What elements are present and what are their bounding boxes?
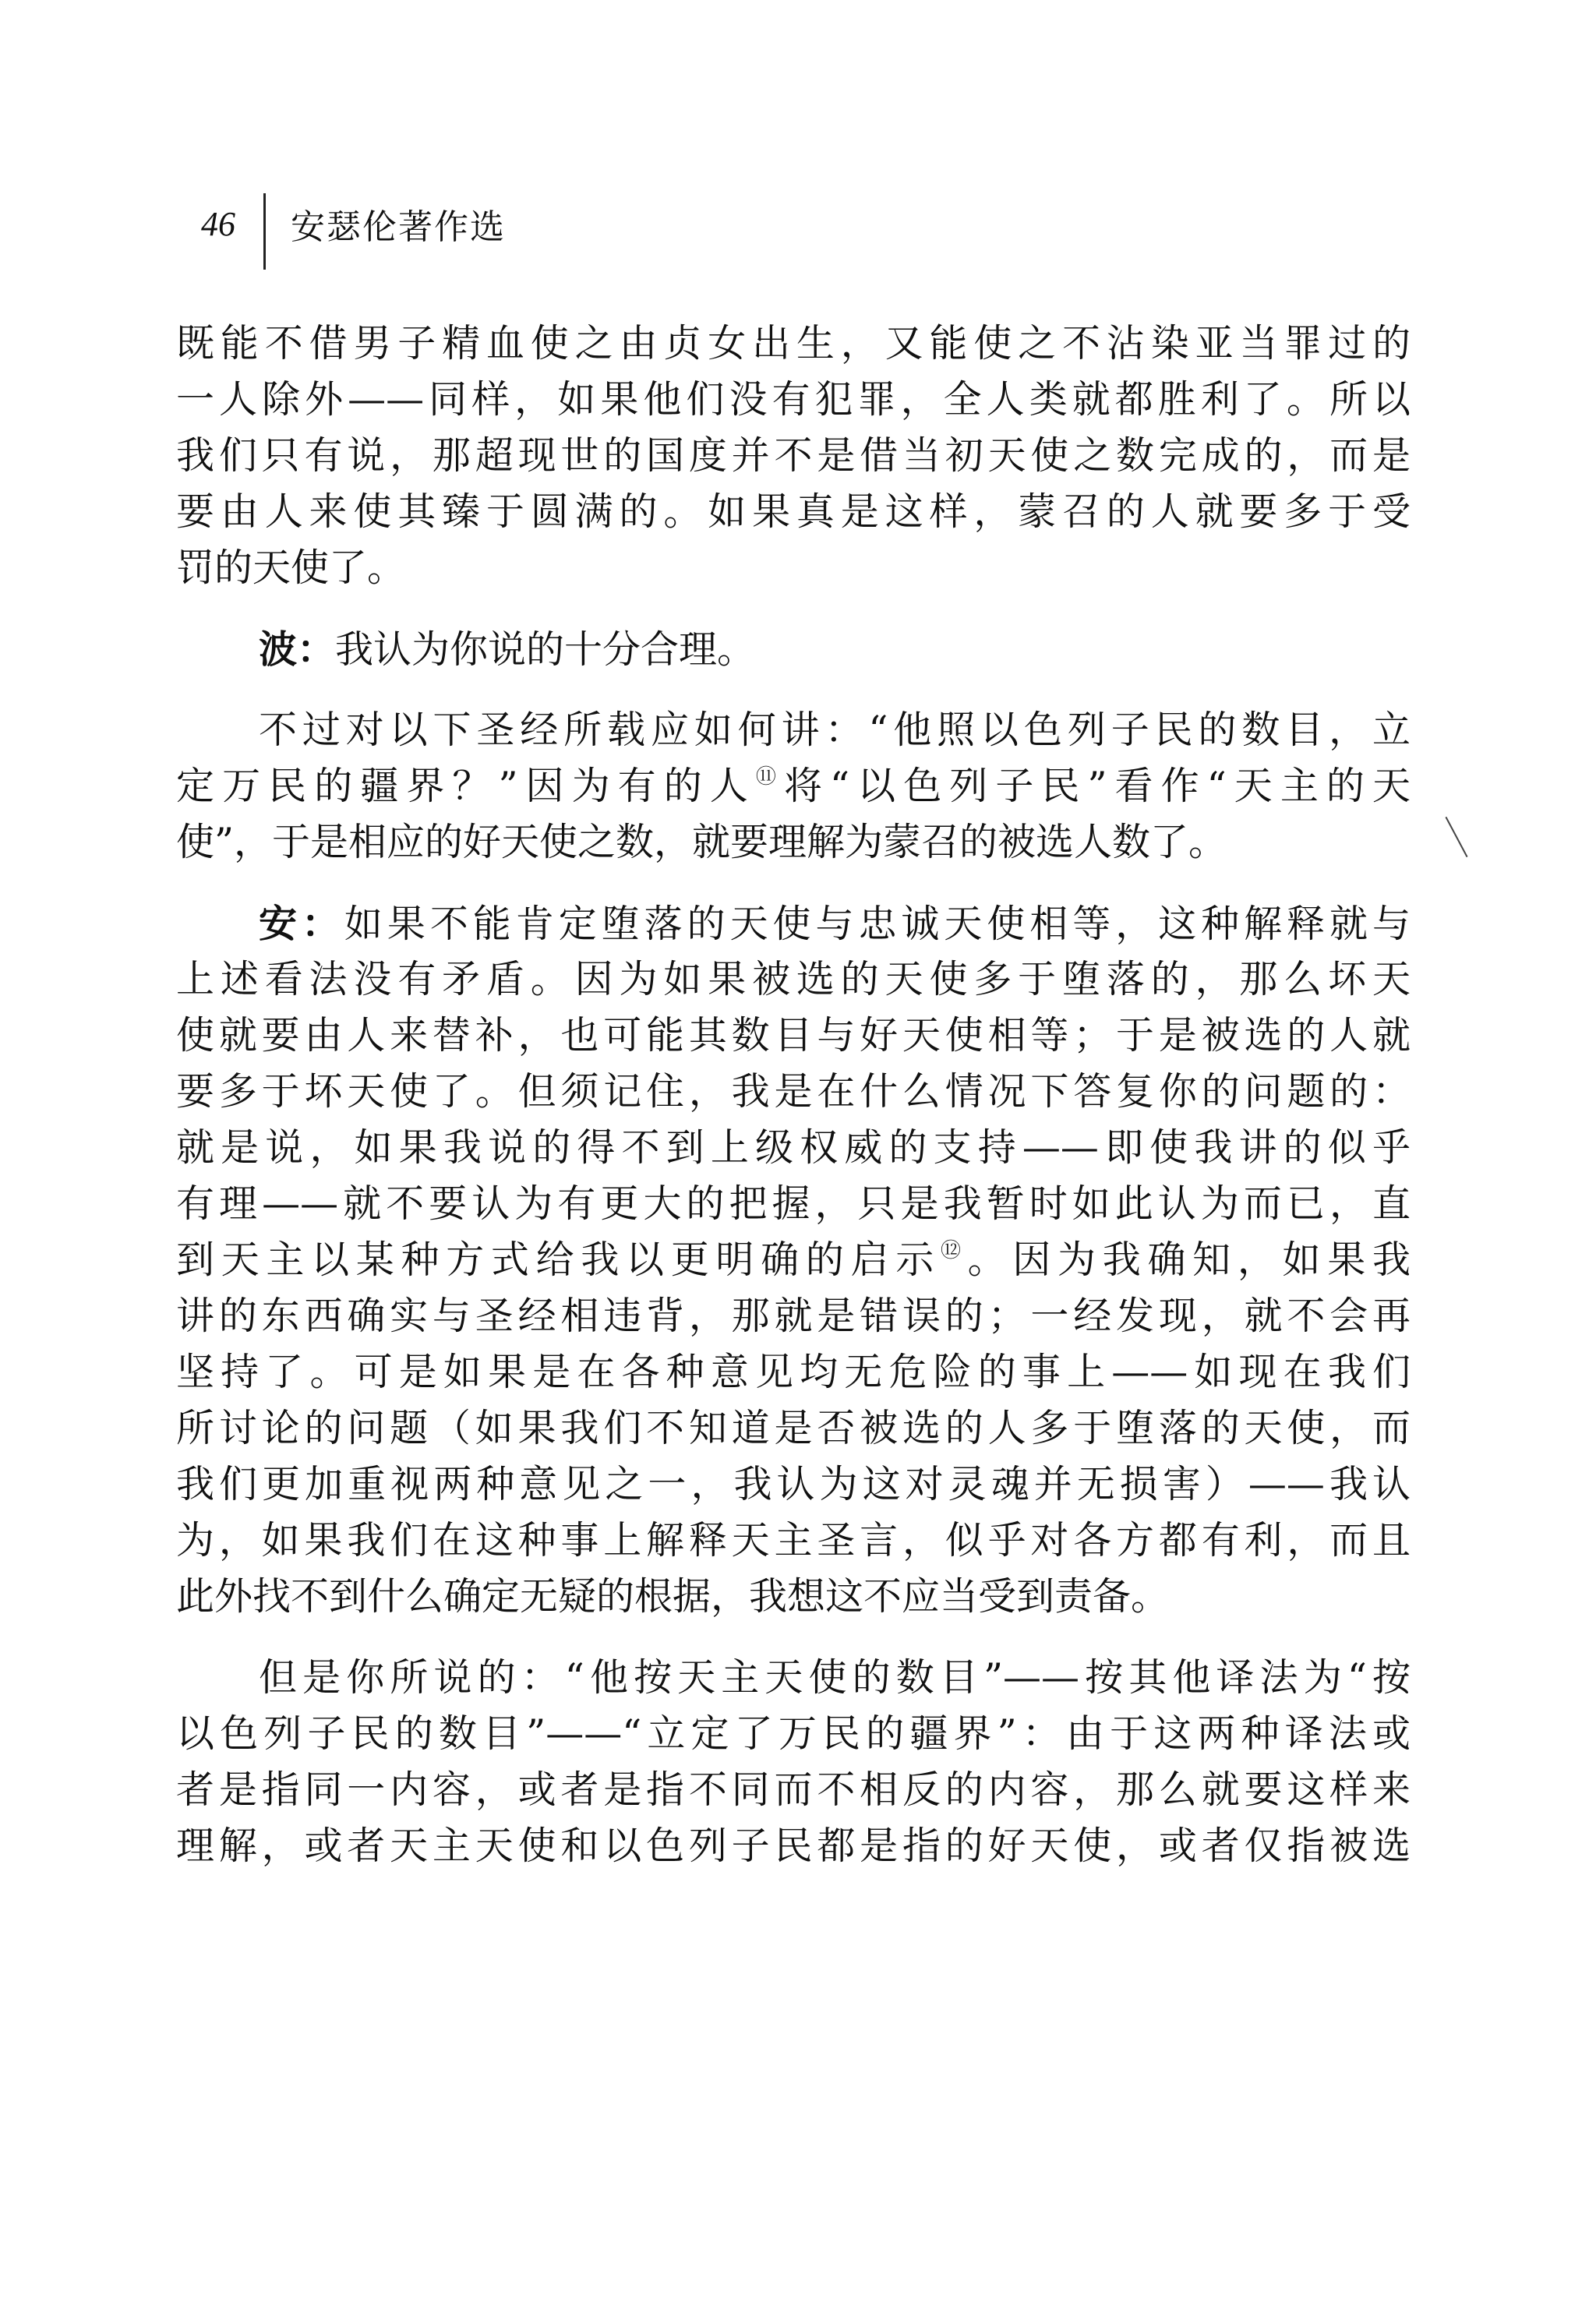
text-segment: 定万民的疆界？”因为有的人 [176,764,756,808]
header-divider [263,193,266,270]
speaker-label: 安： [259,901,344,946]
text-line: 要多于坏天使了。但须记住，我是在什么情况下答复你的问题的： [176,1069,1411,1114]
page-number: 46 [201,205,235,243]
text-line: 既能不借男子精血使之由贞女出生，又能使之不沾染亚当罪过的 [176,321,1411,365]
text-line: 此外找不到什么确定无疑的根据，我想这不应当受到责备。 [176,1574,1170,1619]
body-text [176,316,1411,1874]
text-line: 就是说，如果我说的得不到上级权威的支持——即使我讲的似乎 [176,1125,1411,1170]
text-line: 不过对以下圣经所载应如何讲：“他照以色列子民的数目，立 [259,708,1411,752]
page-header [201,193,506,271]
dialogue-line [176,621,1411,677]
text-line: 但是你所说的：“他按天主天使的数目”——按其他译法为“按 [259,1655,1411,1700]
running-title: 安瑟伦著作选 [291,207,506,247]
text-line: 使”，于是相应的好天使之数，就要理解为蒙召的被选人数了。 [176,820,1227,864]
text-line: 以色列子民的数目”——“立定了万民的疆界”：由于这两种译法或 [176,1711,1411,1756]
text-line: 为，如果我们在这种事上解释天主圣言，似乎对各方都有利，而且 [176,1518,1411,1563]
text-line [176,758,1411,814]
text-line: 一人除外——同样，如果他们没有犯罪，全人类就都胜利了。所以 [176,377,1411,422]
text-line: 有理——就不要认为有更大的把握，只是我暂时如此认为而已，直 [176,1181,1411,1226]
speaker-label: 波： [259,627,336,672]
text-line: 使就要由人来替补，也可能其数目与好天使相等；于是被选的人就 [176,1013,1411,1058]
text-line: 我们更加重视两种意见之一，我认为这对灵魂并无损害）——我认 [176,1462,1411,1506]
text-line: 要由人来使其臻于圆满的。如果真是这样，蒙召的人就要多于受 [176,489,1411,534]
footnote-marker: ⑪ [755,765,784,789]
text-line [176,1232,1411,1288]
text-segment: 。因为我确知，如果我 [967,1238,1411,1282]
footnote-marker: ⑫ [940,1239,968,1262]
text-segment: 将“以色列子民”看作“天主的天 [783,764,1411,808]
text-line: 理解，或者天主天使和以色列子民都是指的好天使，或者仅指被选 [176,1824,1411,1868]
text-line: 上述看法没有矛盾。因为如果被选的天使多于堕落的，那么坏天 [176,957,1411,1001]
text-segment: 到天主以某种方式给我以更明确的启示 [176,1238,941,1282]
text-line: 罚的天使了。 [176,546,406,590]
text-line: 我们只有说，那超现世的国度并不是借当初天使之数完成的，而是 [176,433,1411,478]
dialogue-text: 如果不能肯定堕落的天使与忠诚天使相等，这种解释就与 [344,902,1411,946]
dialogue-line [176,895,1411,952]
margin-pencil-mark [1446,817,1468,857]
text-line: 坚持了。可是如果是在各种意见均无危险的事上——如现在我们 [176,1350,1411,1394]
text-line: 所讨论的问题（如果我们不知道是否被选的人多于堕落的天使，而 [176,1406,1411,1450]
text-line: 者是指同一内容，或者是指不同而不相反的内容，那么就要这样来 [176,1767,1411,1812]
text-line: 讲的东西确实与圣经相违背，那就是错误的；一经发现，就不会再 [176,1294,1411,1338]
dialogue-text: 我认为你说的十分合理。 [335,627,756,672]
